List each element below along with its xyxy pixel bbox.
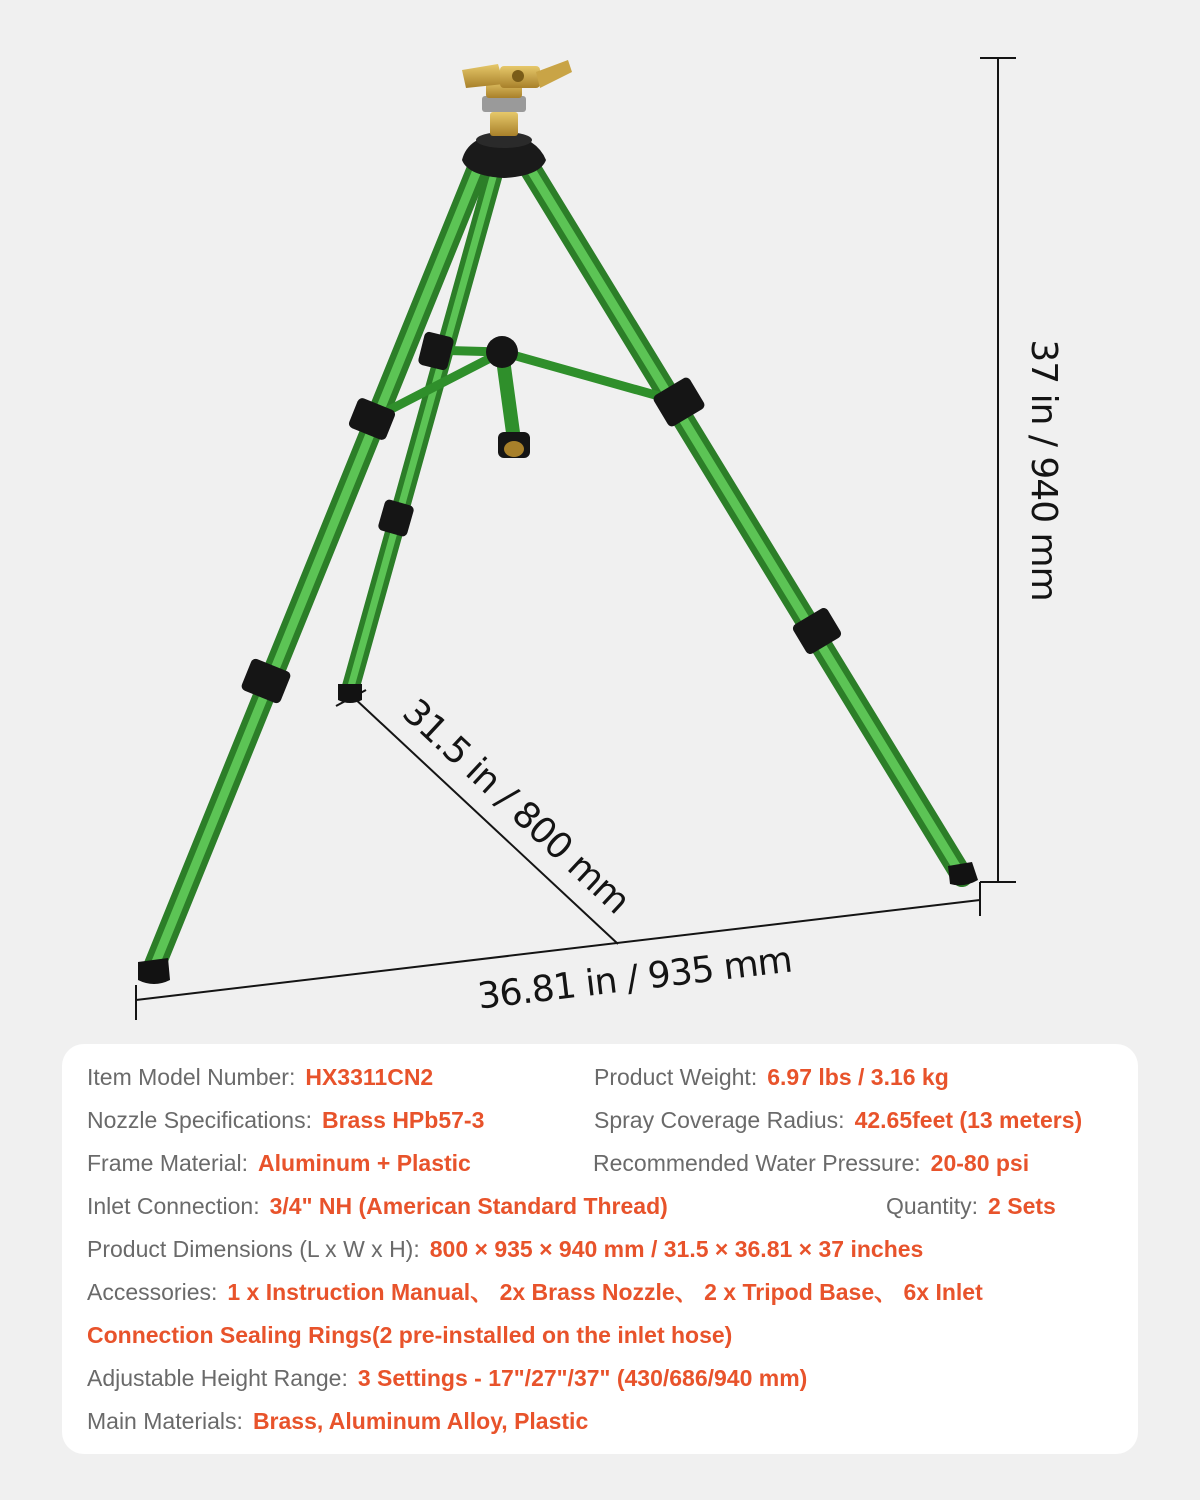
spec-label: Adjustable Height Range: (87, 1365, 348, 1391)
spec-model-number (87, 1062, 433, 1092)
spec-main-materials (87, 1406, 588, 1436)
height-dimension-label: 37 in / 940 mm (1023, 339, 1064, 601)
spec-label: Accessories: (87, 1279, 218, 1305)
spec-accessories (87, 1277, 983, 1307)
spec-frame-material (87, 1148, 471, 1178)
spec-value: 2 Sets (988, 1193, 1056, 1219)
spec-label: Recommended Water Pressure: (593, 1150, 921, 1176)
spec-value: 42.65feet (13 meters) (854, 1107, 1083, 1133)
spec-water-pressure (593, 1148, 1029, 1178)
spec-value: 3/4" NH (American Standard Thread) (269, 1193, 668, 1219)
spec-label: Product Dimensions (L x W x H): (87, 1236, 420, 1262)
spec-product-weight (594, 1062, 949, 1092)
spec-label: Inlet Connection: (87, 1193, 260, 1219)
spec-value: 3 Settings - 17"/27"/37" (430/686/940 mm) (357, 1365, 808, 1391)
depth-dimension-line (336, 690, 618, 944)
spec-quantity (886, 1191, 1056, 1221)
spec-value: 800 × 935 × 940 mm / 31.5 × 36.81 × 37 inches (429, 1236, 924, 1262)
spec-value: 6.97 lbs / 3.16 kg (767, 1064, 949, 1090)
spec-nozzle (87, 1105, 484, 1135)
spec-label: Spray Coverage Radius: (594, 1107, 845, 1133)
brass-sprinkler-head (462, 60, 572, 136)
spec-spray-radius (594, 1105, 1082, 1135)
spec-value: Aluminum + Plastic (258, 1150, 471, 1176)
spec-label: Quantity: (886, 1193, 979, 1219)
spec-inlet-connection (87, 1191, 668, 1221)
spec-value: 1 x Instruction Manual、 2x Brass Nozzle、 2 x Tripod Base、 6x Inlet (227, 1279, 983, 1305)
spec-label: Nozzle Specifications: (87, 1107, 312, 1133)
spec-value: Brass HPb57-3 (322, 1107, 485, 1133)
depth-dimension-label: 31.5 in / 800 mm (394, 691, 638, 922)
spec-value: Connection Sealing Rings(2 pre-installed on the inlet hose) (87, 1322, 733, 1348)
spec-label: Product Weight: (594, 1064, 758, 1090)
specifications-panel (62, 1044, 1138, 1454)
height-dimension-line (980, 58, 1016, 882)
spec-height-range (87, 1363, 807, 1393)
spec-value: 20-80 psi (930, 1150, 1030, 1176)
spec-product-dimensions (87, 1234, 923, 1264)
spec-value: HX3311CN2 (305, 1064, 434, 1090)
spec-value: Brass, Aluminum Alloy, Plastic (252, 1408, 589, 1434)
spec-accessories-continued (87, 1320, 732, 1350)
spec-label: Frame Material: (87, 1150, 249, 1176)
spec-label: Main Materials: (87, 1408, 243, 1434)
tripod-top-hub (462, 132, 546, 178)
width-dimension-label: 36.81 in / 935 mm (475, 939, 794, 1018)
spec-label: Item Model Number: (87, 1064, 296, 1090)
